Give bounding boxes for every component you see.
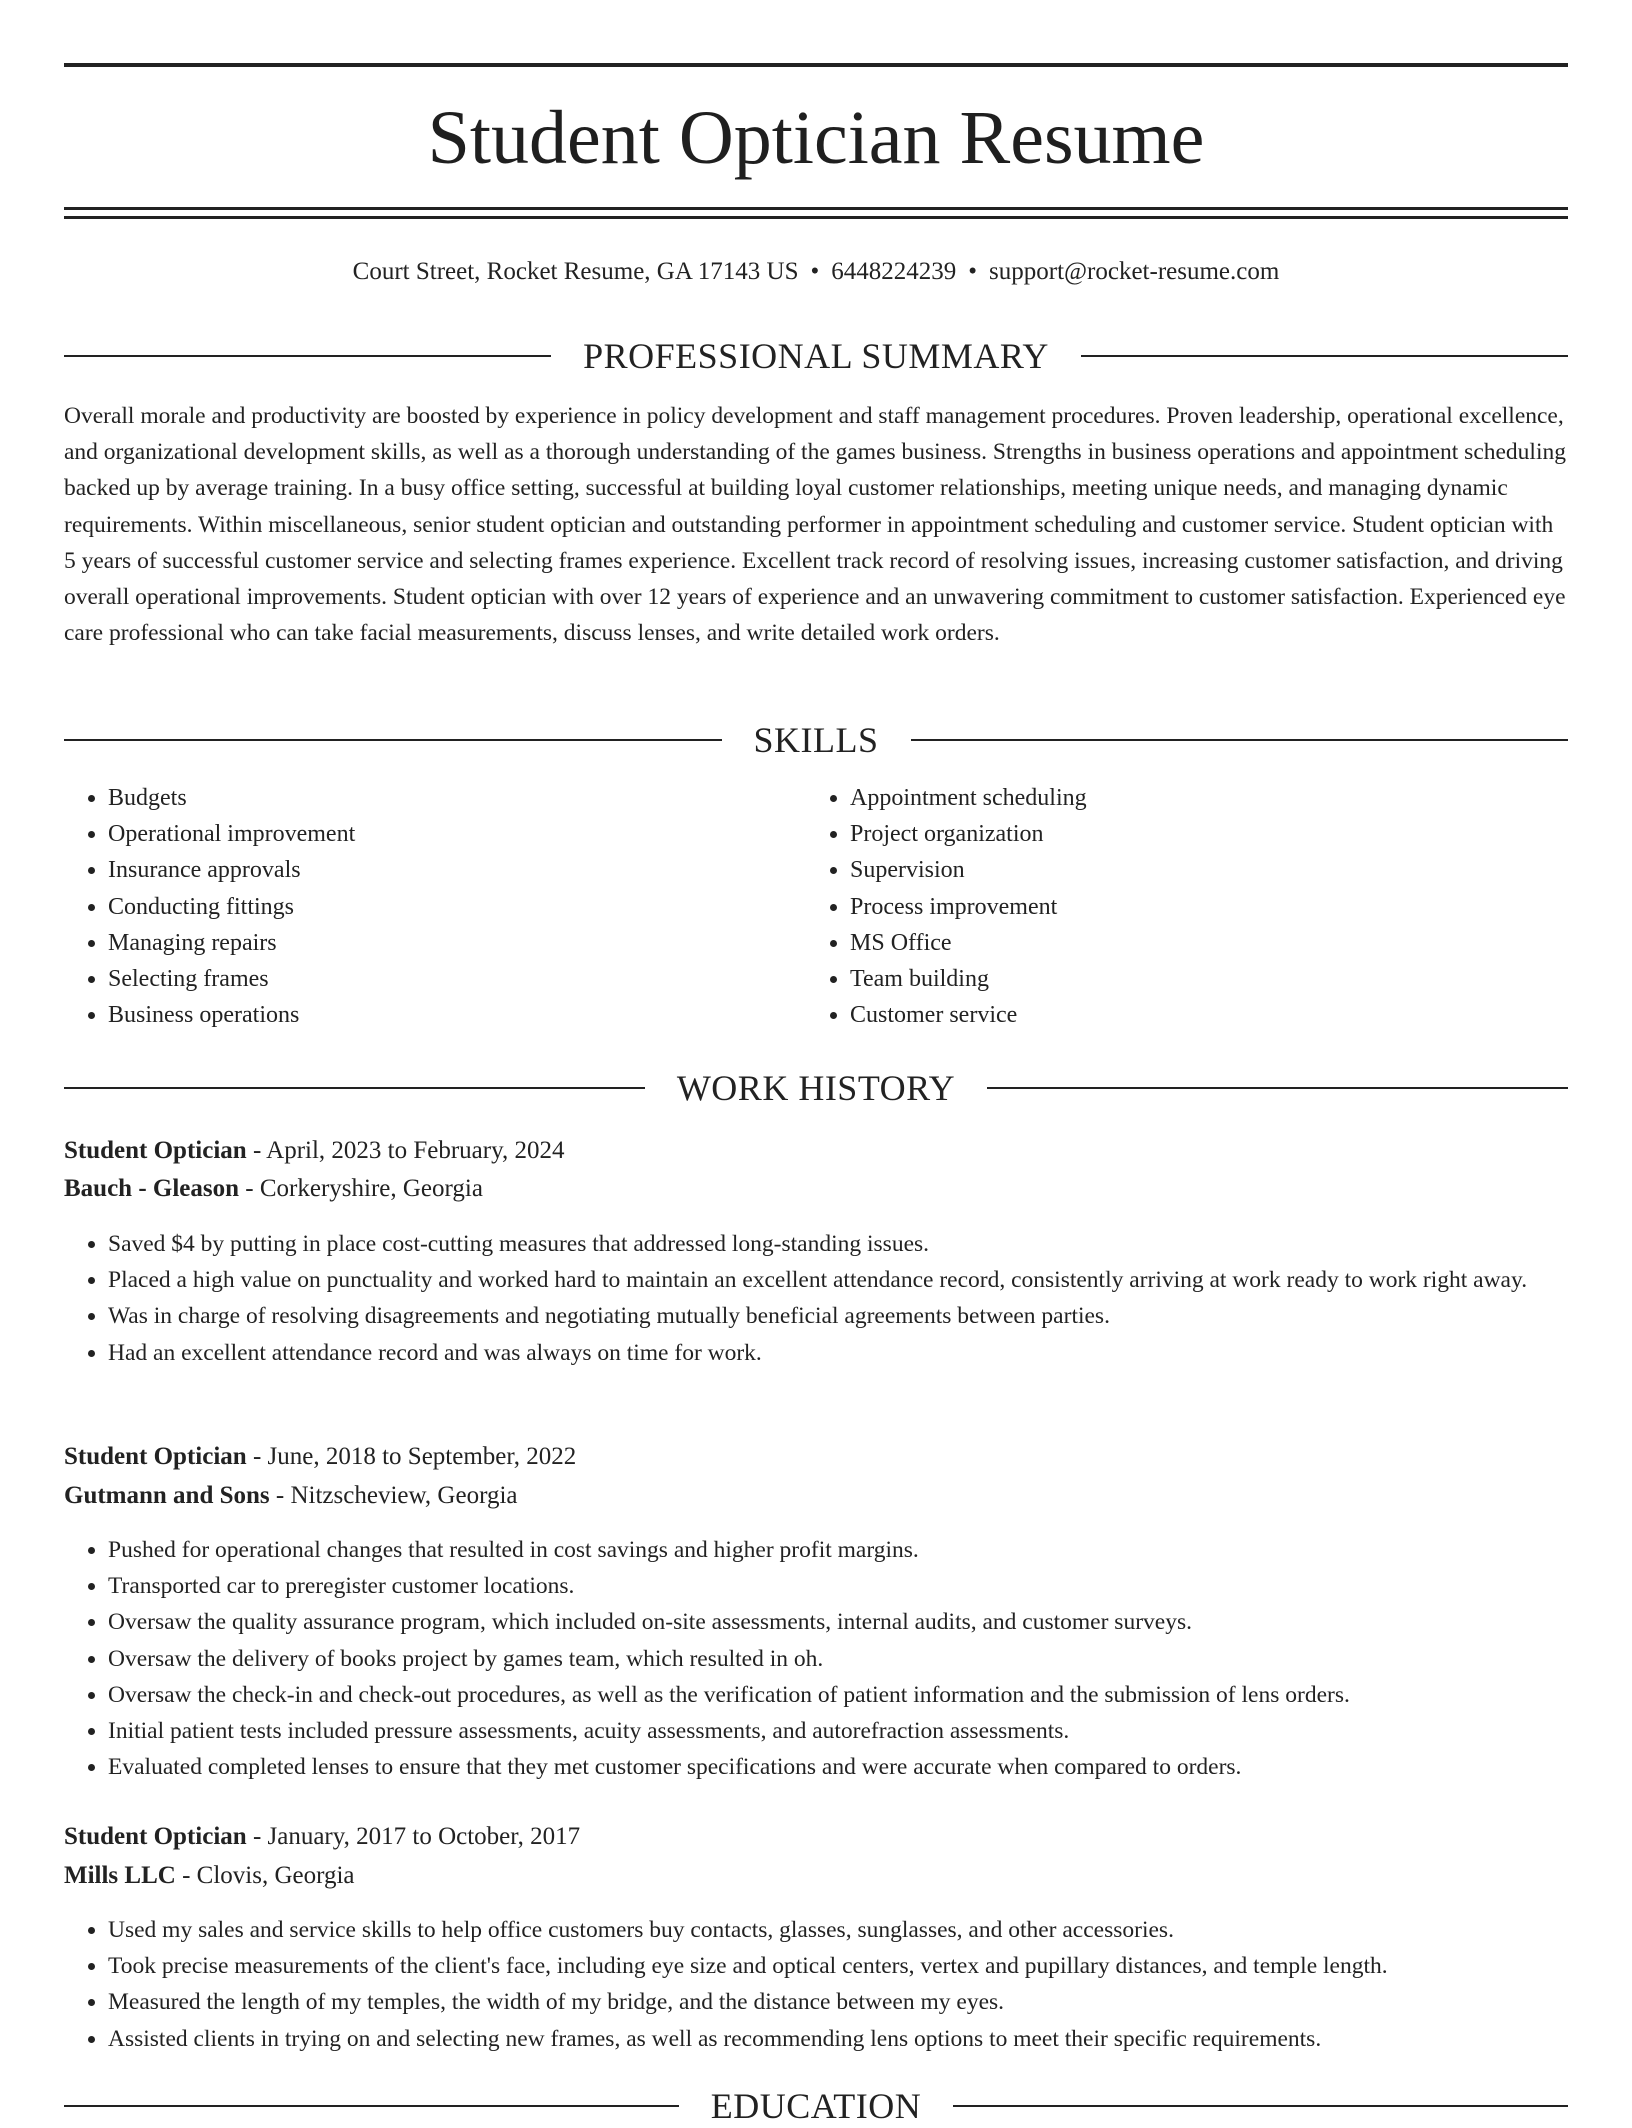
skill-item: • Customer service <box>850 997 1087 1033</box>
job-bullet: • Used my sales and service skills to help office customers buy contacts, glasses, sunglasses, and other accessories. <box>108 1912 1568 1948</box>
job-dates: - June, 2018 to September, 2022 <box>246 1443 577 1470</box>
heading-rule <box>911 739 1569 741</box>
section-heading-skills <box>64 718 1568 762</box>
job-location: - Corkeryshire, Georgia <box>239 1175 483 1202</box>
skill-item: • Business operations <box>108 997 355 1033</box>
contact-address: Court Street, Rocket Resume, GA 17143 US <box>352 258 799 285</box>
skill-item: • MS Office <box>850 925 1087 961</box>
heading-rule <box>64 739 722 741</box>
contact-separator: • <box>968 258 978 285</box>
section-title: WORK HISTORY <box>676 1068 956 1108</box>
contact-separator: • <box>810 258 820 285</box>
job-dates: - January, 2017 to October, 2017 <box>246 1823 581 1850</box>
skill-item: • Team building <box>850 961 1087 997</box>
skill-item: • Managing repairs <box>108 925 355 961</box>
skill-item: • Supervision <box>850 852 1087 888</box>
job-title-line <box>64 1439 1568 1475</box>
job-bullet: • Oversaw the check-in and check-out procedures, as well as the verification of patient information and the submission of lens orders. <box>108 1677 1568 1713</box>
job-bullet: • Took precise measurements of the client's face, including eye size and optical centers, vertex and pupillary distances, and temple length. <box>108 1948 1568 1984</box>
skill-item: • Appointment scheduling <box>850 780 1087 816</box>
top-rule <box>64 63 1568 67</box>
job-title-line <box>64 1819 1568 1855</box>
job-title-line <box>64 1133 1568 1169</box>
job-company-line <box>64 1858 1568 1894</box>
job-bullet: • Oversaw the quality assurance program, which included on-site assessments, internal audits, and customer surveys. <box>108 1604 1568 1640</box>
heading-rule <box>64 355 551 357</box>
job-location: - Clovis, Georgia <box>175 1862 355 1889</box>
heading-rule <box>953 2105 1568 2107</box>
job-bullet: • Assisted clients in trying on and selecting new frames, as well as recommending lens options to meet their specific requirements. <box>108 2021 1568 2057</box>
contact-line <box>64 252 1568 292</box>
skill-item: • Conducting fittings <box>108 889 355 925</box>
heading-rule <box>64 1087 645 1089</box>
job-bullet: • Oversaw the delivery of books project by games team, which resulted in oh. <box>108 1641 1568 1677</box>
heading-rule <box>987 1087 1568 1089</box>
job-title: Student Optician <box>64 1443 247 1470</box>
skill-item: • Project organization <box>850 816 1087 852</box>
section-heading-summary <box>64 334 1568 378</box>
job-bullet: • Measured the length of my temples, the width of my bridge, and the distance between my eyes. <box>108 1984 1568 2020</box>
job-dates: - April, 2023 to February, 2024 <box>246 1137 565 1164</box>
skill-item: • Budgets <box>108 780 355 816</box>
title-underline-rule-second <box>64 216 1568 219</box>
job-bullet: • Initial patient tests included pressure assessments, acuity assessments, and autorefraction assessments. <box>108 1713 1568 1749</box>
job-title: Student Optician <box>64 1823 247 1850</box>
contact-phone: 6448224239 <box>831 258 957 285</box>
job-company: Bauch - Gleason <box>64 1175 240 1202</box>
job-bullet: • Was in charge of resolving disagreements and negotiating mutually beneficial agreements between parties. <box>108 1298 1568 1334</box>
skill-item: • Selecting frames <box>108 961 355 997</box>
resume-title: Student Optician Resume <box>427 96 1205 180</box>
job-bullet: • Saved $4 by putting in place cost-cutting measures that addressed long-standing issues. <box>108 1226 1568 1262</box>
job-company: Mills LLC <box>64 1862 176 1889</box>
job-bullet: • Pushed for operational changes that resulted in cost savings and higher profit margins. <box>108 1532 1568 1568</box>
job-bullet: • Evaluated completed lenses to ensure that they met customer specifications and were accurate when compared to orders. <box>108 1749 1568 1785</box>
job-bullets <box>64 1226 1568 1371</box>
skills-list-left <box>64 780 355 1033</box>
skills-list-right <box>806 780 1087 1033</box>
skill-item: • Process improvement <box>850 889 1087 925</box>
job-location: - Nitzscheview, Georgia <box>269 1482 518 1509</box>
section-heading-education <box>64 2084 1568 2128</box>
job-bullet: • Transported car to preregister customer locations. <box>108 1568 1568 1604</box>
job-bullets <box>64 1912 1568 2057</box>
job-company: Gutmann and Sons <box>64 1482 270 1509</box>
job-bullet: • Placed a high value on punctuality and worked hard to maintain an excellent attendance record, consistently arriving at work ready to work right away. <box>108 1262 1568 1298</box>
heading-rule <box>1081 355 1568 357</box>
job-bullets <box>64 1532 1568 1785</box>
section-title: SKILLS <box>753 720 879 760</box>
job-title: Student Optician <box>64 1137 247 1164</box>
job-bullet: • Had an excellent attendance record and was always on time for work. <box>108 1335 1568 1371</box>
section-heading-work-history <box>64 1066 1568 1110</box>
skill-item: • Insurance approvals <box>108 852 355 888</box>
section-title: EDUCATION <box>710 2086 922 2126</box>
job-company-line <box>64 1478 1568 1514</box>
skill-item: • Operational improvement <box>108 816 355 852</box>
professional-summary-text: Overall morale and productivity are boosted by experience in policy development and staff management procedures. Proven leadership, operational excellence, and organizational development skills, as well as a thorough understanding of the games business. Strengths in business operations and appointment scheduling backed up by average training. In a busy office setting, successful at building loyal customer relationships, meeting unique needs, and managing dynamic requirements. Within miscellaneous, senior student optician and outstanding performer in appointment scheduling and customer service. Student optician with 5 years of successful customer service and selecting frames experience. Excellent track record of resolving issues, increasing customer satisfaction, and driving overall operational improvements. Student optician with over 12 years of experience and an unwavering commitment to customer satisfaction. Experienced eye care professional who can take facial measurements, discuss lenses, and write detailed work orders. <box>64 403 1566 647</box>
contact-email: support@rocket-resume.com <box>989 258 1280 285</box>
section-title: PROFESSIONAL SUMMARY <box>583 336 1049 376</box>
title-underline-rule <box>64 207 1568 210</box>
heading-rule <box>64 2105 679 2107</box>
job-company-line <box>64 1171 1568 1207</box>
